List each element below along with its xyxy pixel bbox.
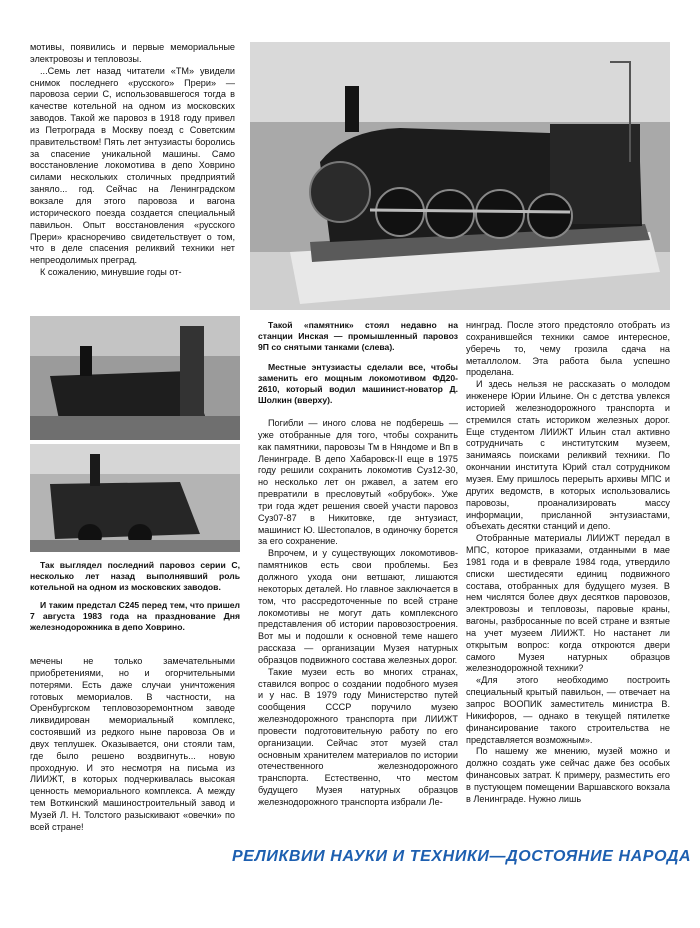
caption-paragraph: Такой «памятник» стоял недавно на станции Инская — промышленный паровоз 9П со снятыми танками (слева). [258, 320, 458, 353]
paragraph: «Для этого необходимо построить специальный крытый павильон, — отвечает на запрос ВООПИК заместитель министра В. Никифоров, — однако в текущей пятилетке финансирование такого строительства не представляется возможным». [466, 675, 670, 745]
paragraph: По нашему же мнению, музей можно и должно создать уже сейчас даже без особых финансовых затрат. К примеру, разместить его в пустующем помещении Варшавского вокзала в Ленинграде. Нужно лишь [466, 746, 670, 804]
paragraph: мотивы, появились и первые мемориальные электровозы и тепловозы. [30, 42, 235, 64]
paragraph: мечены не только замечательными приобретениями, но и огорчительными потерями. Есть даже случаи уничтожения готовых мемориалов. В частности, на Оренбургском тепловозоремонтном заводе ликвидирован мемориальный комплекс, состоявший из редкого ныне паровоза Ов и двух теплушек. Оказывается, они стояли там, где было решено воздвигнуть... новую проходную. И это несмотря на письма из ЛИИЖТ, в которых подчеркивалась высокая ценность мемориального комплекса. А между тем Воткинский машиностроительный завод и Музей Л. Н. Толстого разыскивают «овечки» по всей стране! [30, 656, 235, 832]
paragraph: И здесь нельзя не рассказать о молодом инженере Юрии Ильине. Он с детства увлекся историей железнодорожного транспорта и стремился стать историком железных дорог. Еще студентом ЛИИЖТ Ильин стал активно сотрудничать с институтским музеем, занимаясь поисками реликвий техники. По окончании института Юрий стал сотрудником музея. Ему пришлось перерыть архивы МПС и других ведомств, в которых использовались паровозы, проанализировать массу информации, присланной энтузиастами, объехать десятки станций и депо. [466, 379, 670, 532]
paragraph: Такие музеи есть во многих странах, ставился вопрос о создании подобного музея и у нас. В 1979 году Министерство путей сообщения СССР поручило музею железнодорожного транспорта при ЛИИЖТ провести подготовительную работу по его организации. Сейчас этот музей стал основным хранителем материалов по истории отечественного железнодорожного транспорта. Естественно, что местом будущего Музея натурных образцов железнодорожного транспорта избрали Ле- [258, 666, 458, 807]
caption-right [258, 320, 458, 406]
column-2-text [258, 418, 458, 809]
column-3-text [466, 320, 670, 806]
boiler-locomotive-photo [30, 316, 240, 440]
caption-left [30, 560, 240, 633]
paragraph: Погибли — иного слова не подберешь — уже отобранные для того, чтобы сохранить как памятники, паровозы Тм в Няндоме и Вп в Ленинграде. В депо Хабаровск-II еще в 1975 году решили сохранить локомотив Суз12-30, но несколько лет он ржавел, а затем его превратили в пресловутый «обрубок». Уже три года ждет решения своей участи паровоз Суз07-87 в Никитовке, где энтузиаст, машинист Ю. Шестопалов, в одиночку борется за его сохранение. [258, 418, 458, 547]
paragraph: ...Семь лет назад читатели «ТМ» увидели снимок последнего «русского» Прери» — паровоза серии С, использовавшегося тогда в качестве котельной на одном из московских заводов. Такой же паровоз в 1918 году привел из Петрограда в Москву поезд с Советским правительством! Пять лет энтузиасты боролись за спасение уникальной машины. Само восстановление локомотива в депо Ховрино силами нескольких столичных предприятий заняло... год. Сейчас на Ленинградском вокзале для этого паровоза и вагона исторического поезда создается специальный павильон. Опыт восстановления «русского Прери» красноречиво свидетельствует о том, что в деле спасения реликвий техники нет непреодолимых преград. [30, 65, 235, 266]
locomotive-monument-photo [250, 42, 670, 310]
paragraph: Отобранные материалы ЛИИЖТ передал в МПС, которое приказами, отданными в мае 1981 года и в феврале 1984 года, утвердило списки шестидесяти единиц подвижного состава, отобранных для будущего музея. В нем числятся более двух десятков паровозов, электровозы и тепловозы, паровые краны, вагоны, разбросанные по всей стране и взятые на учет музеем ЛИИЖТ. Но настанет ли открытым вопрос: когда откроются двери самого Музея натурных образцов железнодорожной техники? [466, 533, 670, 674]
caption-paragraph: И таким предстал С245 перед тем, что пришел 7 августа 1983 года на празднование Дня железнодорожника в депо Ховрино. [30, 599, 240, 633]
paragraph: Впрочем, и у существующих локомотивов-памятников есть свои проблемы. Без должного ухода они ветшают, лишаются некоторых деталей. Но главное заключается в том, что рассредоточенные по всей стране локомотивы не могут дать комплексного представления об истории паровозостроения. Вот мы и подошли к основной теме нашего рассказа — организации Музея натурных образцов подвижного состава железных дорог. [258, 548, 458, 665]
paragraph: нинград. После этого предстояло отобрать из сохранившейся техники самое интересное, уберечь то, чему грозила сдача на металлолом. Эта работа была успешно проделана. [466, 320, 670, 378]
column-1-top-text [30, 42, 235, 279]
caption-paragraph: Так выглядел последний паровоз серии С, несколько лет назад выполнявший роль котельной на одном из московских заводов. [30, 560, 240, 593]
paragraph: К сожалению, минувшие годы от- [40, 267, 182, 278]
wrecked-locomotive-photo [30, 444, 240, 552]
column-1-bottom-text [30, 656, 235, 834]
caption-paragraph: Местные энтузиасты сделали все, чтобы заменить его мощным локомотивом ФД20-2610, который водил машинист-новатор Д. Шолкин (вверху). [258, 361, 458, 406]
section-banner: РЕЛИКВИИ НАУКИ И ТЕХНИКИ—ДОСТОЯНИЕ НАРОДА [232, 848, 692, 865]
